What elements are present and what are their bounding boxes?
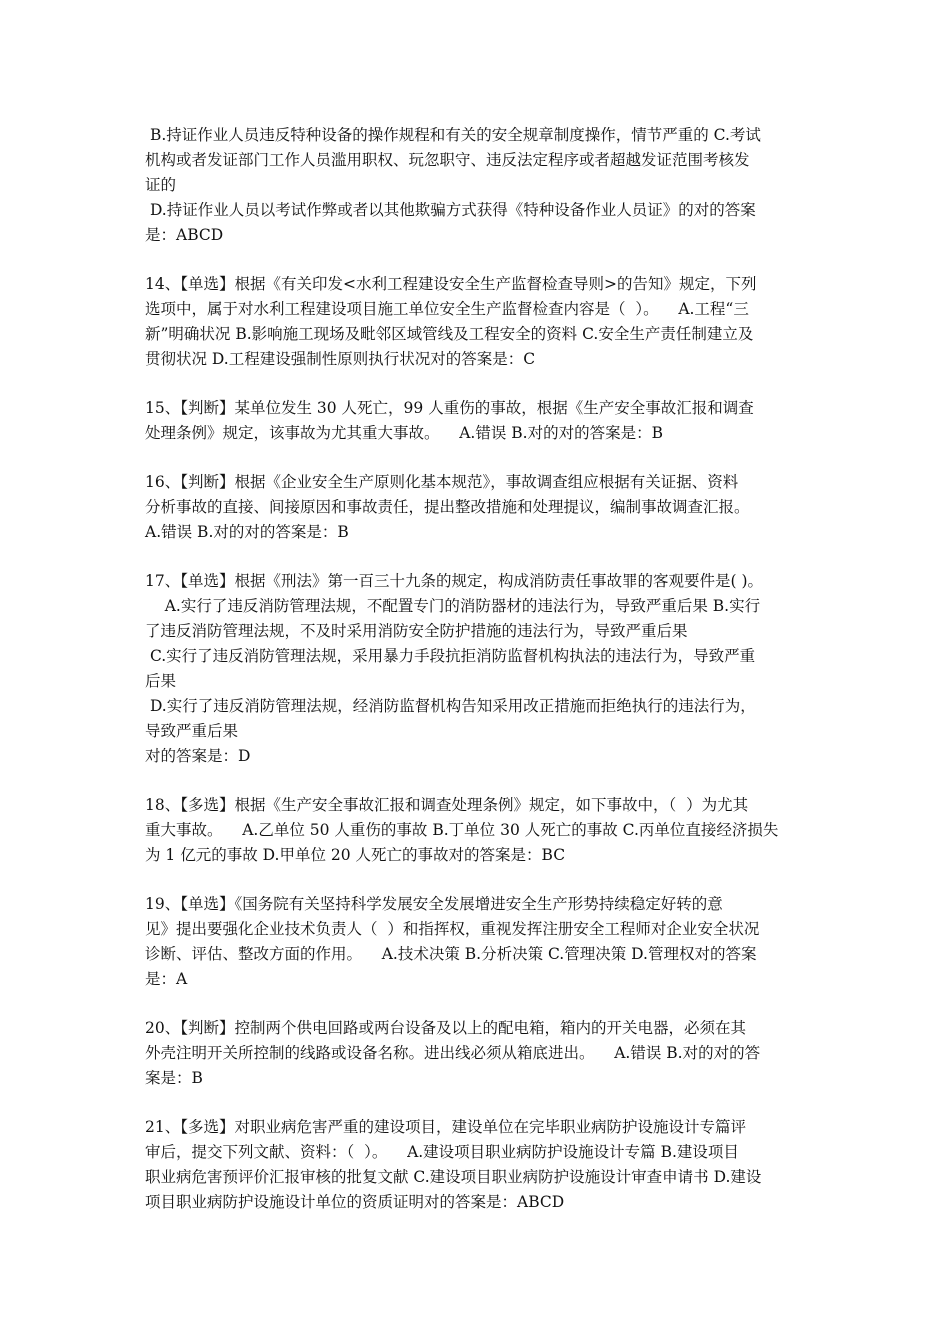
text-line: A.实行了违反消防管理法规，不配置专门的消防器材的违法行为，导致严重后果 B.实行 <box>145 597 761 615</box>
text-line: 职业病危害预评价汇报审核的批复文献 C.建设项目职业病防护设施设计审查申请书 D.建设 <box>145 1168 762 1186</box>
paragraph-gap <box>145 1091 813 1115</box>
question-20 <box>145 1016 813 1091</box>
paragraph-gap <box>145 248 813 272</box>
text-line: 是：A <box>145 970 188 988</box>
text-line: 审后，提交下列文献、资料：（ ）。 A.建设项目职业病防护设施设计专篇 B.建设项目 <box>145 1143 739 1161</box>
text-line: 贯彻状况 D.工程建设强制性原则执行状况对的答案是：C <box>145 350 536 368</box>
paragraph-gap <box>145 446 813 470</box>
paragraph-gap <box>145 769 813 793</box>
text-line: 分析事故的直接、间接原因和事故责任，提出整改措施和处理提议，编制事故调查汇报。 <box>145 498 750 516</box>
text-line: 选项中，属于对水利工程建设项目施工单位安全生产监督检查内容是（ ）。 A.工程“三 <box>145 300 749 318</box>
text-line: 项目职业病防护设施设计单位的资质证明对的答案是：ABCD <box>145 1193 565 1211</box>
paragraph-gap <box>145 992 813 1016</box>
text-line: 诊断、评估、整改方面的作用。 A.技术决策 B.分析决策 C.管理决策 D.管理权对的答案 <box>145 945 757 963</box>
text-line: 是：ABCD <box>145 226 224 244</box>
text-line: 为 1 亿元的事故 D.甲单位 20 人死亡的事故对的答案是：BC <box>145 846 566 864</box>
text-line: 17、【单选】根据《刑法》第一百三十九条的规定，构成消防责任事故罪的客观要件是( )。 <box>145 572 763 590</box>
text-line: 14、【单选】根据《有关印发<水利工程建设安全生产监督检查导则>的告知》规定，下列 <box>145 275 757 293</box>
text-line: 15、【判断】某单位发生 30 人死亡，99 人重伤的事故，根据《生产安全事故汇报和调查 <box>145 399 754 417</box>
question-13-tail <box>145 123 813 248</box>
text-line: 21、【多选】对职业病危害严重的建设项目，建设单位在完毕职业病防护设施设计专篇评 <box>145 1118 746 1136</box>
text-line: 后果 <box>145 672 177 690</box>
question-14 <box>145 272 813 372</box>
text-line: 18、【多选】根据《生产安全事故汇报和调查处理条例》规定，如下事故中，（ ）为尤其 <box>145 796 749 814</box>
text-line: 19、【单选】《国务院有关坚持科学发展安全发展增进安全生产形势持续稳定好转的意 <box>145 895 723 913</box>
question-15 <box>145 396 813 446</box>
document-body <box>145 123 813 1215</box>
text-line: 证的 <box>145 176 177 194</box>
text-line: 机构或者发证部门工作人员滥用职权、玩忽职守、违反法定程序或者超越发证范围考核发 <box>145 151 750 169</box>
text-line: 了违反消防管理法规，不及时采用消防安全防护措施的违法行为，导致严重后果 <box>145 622 688 640</box>
text-line: 20、【判断】控制两个供电回路或两台设备及以上的配电箱，箱内的开关电器，必须在其 <box>145 1019 746 1037</box>
text-line: 新”明确状况 B.影响施工现场及毗邻区域管线及工程安全的资料 C.安全生产责任制建立及 <box>145 325 754 343</box>
text-line: 处理条例》规定，该事故为尤其重大事故。 A.错误 B.对的对的答案是：B <box>145 424 663 442</box>
paragraph-gap <box>145 545 813 569</box>
paragraph-gap <box>145 372 813 396</box>
question-21 <box>145 1115 813 1215</box>
text-line: 案是：B <box>145 1069 203 1087</box>
text-line: A.错误 B.对的对的答案是：B <box>145 523 349 541</box>
question-18 <box>145 793 813 868</box>
text-line: D.持证作业人员以考试作弊或者以其他欺骗方式获得《特种设备作业人员证》的对的答案 <box>145 201 756 219</box>
text-line: 对的答案是：D <box>145 747 251 765</box>
text-line: 16、【判断】根据《企业安全生产原则化基本规范》，事故调查组应根据有关证据、资料 <box>145 473 739 491</box>
question-17 <box>145 569 813 769</box>
question-16 <box>145 470 813 545</box>
text-line: 导致严重后果 <box>145 722 239 740</box>
paragraph-gap <box>145 868 813 892</box>
text-line: B.持证作业人员违反特种设备的操作规程和有关的安全规章制度操作，情节严重的 C.考试 <box>145 126 761 144</box>
question-19 <box>145 892 813 992</box>
text-line: 外壳注明开关所控制的线路或设备名称。进出线必须从箱底进出。 A.错误 B.对的对的答 <box>145 1044 761 1062</box>
text-line: 重大事故。 A.乙单位 50 人重伤的事故 B.丁单位 30 人死亡的事故 C.丙单位直接经济损失 <box>145 821 779 839</box>
text-line: C.实行了违反消防管理法规，采用暴力手段抗拒消防监督机构执法的违法行为，导致严重 <box>145 647 756 665</box>
text-line: D.实行了违反消防管理法规，经消防监督机构告知采用改正措施而拒绝执行的违法行为， <box>145 697 756 715</box>
text-line: 见》提出要强化企业技术负责人（ ）和指挥权，重视发挥注册安全工程师对企业安全状况 <box>145 920 760 938</box>
